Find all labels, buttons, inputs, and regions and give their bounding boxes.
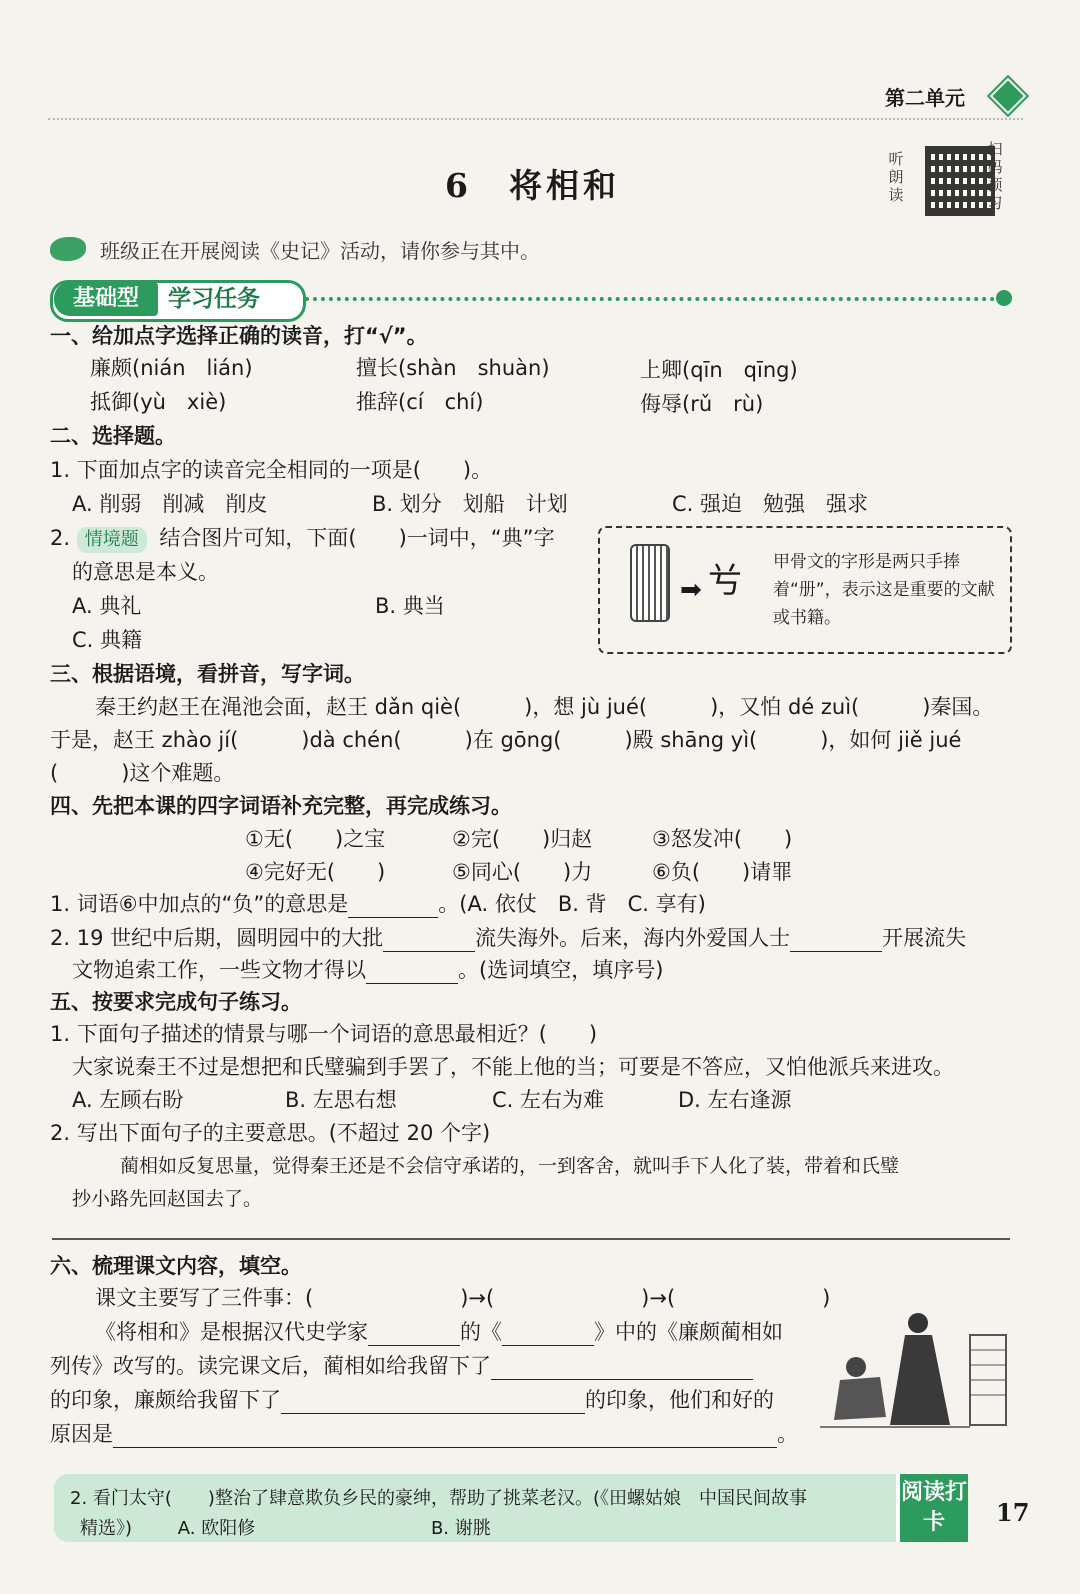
pinyin-item: 廉颇(nián lián) [90,356,253,380]
footer-question-cont [80,1514,491,1540]
answer-blank[interactable] [368,1321,460,1346]
footer-question: 2. 看门太守( )整治了肆意欺负乡民的豪绅，帮助了挑菜老汉。(《田螺姑娘 中国民间故事 [70,1488,807,1509]
fill-line [50,1420,798,1448]
q-text: 。 [777,1422,798,1446]
reading-checkin-badge[interactable]: 阅读打卡 [896,1474,968,1542]
q-text: 的印象，他们和好的 [585,1388,774,1412]
section-6-title: 六、梳理课文内容，填空。 [50,1254,302,1278]
sentence: 抄小路先回赵国去了。 [72,1188,263,1210]
option[interactable]: B. 左思右想 [285,1088,397,1112]
sentence: 大家说秦王不过是想把和氏璧骗到手罢了，不能上他的当；可要是不答应，又怕他派兵来进攻。 [72,1055,954,1079]
answer-blank[interactable] [348,893,438,918]
answer-blank[interactable] [281,1389,585,1414]
option[interactable]: A. 削弱 削减 削皮 [72,492,268,516]
diamond-icon [990,78,1027,115]
question-text-cont: 的意思是本义。 [72,560,219,584]
q-text: 的印象，廉颇给我留下了 [50,1388,281,1412]
idiom-item: ⑤同心( )力 [452,860,593,884]
q-text: 《将相和》是根据汉代史学家 [95,1320,368,1344]
option[interactable]: A. 欧阳修 [177,1518,256,1539]
fill-line [50,1352,753,1380]
q-text: 流失海外。后来，海内外爱国人士 [475,926,791,950]
q-text: 。(选词填空，填序号) [458,958,664,982]
bamboo-slips-icon [630,544,670,622]
q-text: 》中的《廉颇蔺相如 [594,1320,783,1344]
idiom-item: ④完好无( ) [245,860,386,884]
option[interactable]: B. 划分 划船 计划 [372,492,568,516]
option[interactable]: C. 典籍 [72,628,143,652]
answer-blank[interactable] [383,927,475,952]
banner-right: 学习任务 [168,286,260,312]
leaf-icon [50,237,86,261]
header-rule [48,118,1023,120]
sentence: 蔺相如反复思量，觉得秦王还是不会信守承诺的，一到客舍，就叫手下人化了装，带着和氏璧 [120,1155,900,1177]
question-4-2 [50,924,966,952]
banner-left: 基础型 [54,282,158,316]
lesson-title: 6 将相和 [445,166,620,205]
answer-blank[interactable] [502,1321,594,1346]
box-caption: 甲骨文的字形是两只手捧着“册”，表示这是重要的文献或书籍。 [773,552,995,628]
q-text: 原因是 [50,1422,113,1446]
oracle-character-icon: 𠔃 [708,561,742,601]
section-1-title: 一、给加点字选择正确的读音，打“√”。 [50,324,428,348]
option[interactable]: D. 左右逢源 [678,1088,792,1112]
section-4-title: 四、先把本课的四字词语补充完整，再完成练习。 [50,794,512,818]
qr-code-icon[interactable] [925,146,995,216]
answer-blank[interactable] [113,1423,777,1448]
question-5-2: 2. 写出下面句子的主要意思。(不超过 20 个字) [50,1121,491,1145]
section-3-title: 三、根据语境，看拼音，写字词。 [50,662,365,686]
option[interactable]: C. 左右为难 [492,1088,605,1112]
intro-text: 班级正在开展阅读《史记》活动，请你参与其中。 [100,239,540,263]
answer-line[interactable] [52,1238,1010,1240]
pinyin-item: 推辞(cí chí) [356,390,484,414]
q-text: 文物追索工作，一些文物才得以 [72,958,366,982]
scenario-tag: 情境题 [77,527,147,553]
q-text: 。(A. 依仗 B. 背 C. 享有) [438,892,706,916]
context-line: ( )这个难题。 [50,761,235,785]
pinyin-item: 侮辱(rǔ rù) [640,392,764,416]
idiom-item: ⑥负( )请罪 [652,860,793,884]
question-text: 结合图片可知，下面( )一词中，“典”字 [159,526,555,550]
fill-line [95,1318,783,1346]
section-5-title: 五、按要求完成句子练习。 [50,990,302,1014]
question-number: 2. [50,526,71,550]
answer-blank[interactable] [491,1355,753,1380]
option[interactable]: B. 典当 [375,594,445,618]
banner-end-dot [996,290,1012,306]
q-text: 列传》改写的。读完课文后，蔺相如给我留下了 [50,1354,491,1378]
option[interactable]: B. 谢朓 [430,1518,491,1539]
idiom-item: ①无( )之宝 [245,827,386,851]
unit-label: 第二单元 [885,86,965,110]
arrow-right-icon: ➡ [680,575,702,605]
fill-line: 课文主要写了三件事：( )→( )→( ) [95,1286,831,1310]
section-2-title: 二、选择题。 [50,424,176,448]
q-text: 开展流失 [882,926,967,950]
q-text: 精选》) [80,1518,133,1539]
general-and-minister-illustration [820,1305,1010,1430]
page-number: 17 [996,1498,1030,1527]
context-line: 秦王约赵王在渑池会面，赵王 dǎn qiè( )，想 jù jué( )，又怕 dé zuì( )秦国。 [95,695,994,719]
question-5-1: 1. 下面句子描述的情景与哪一个词语的意思最相近？( ) [50,1022,598,1046]
question-2-1: 1. 下面加点字的读音完全相同的一项是( )。 [50,458,493,482]
question-4-2-cont [72,956,663,984]
idiom-item: ③怒发冲( ) [652,827,793,851]
fill-line [50,1386,774,1414]
qr-left-label: 听朗读 [888,150,904,204]
qr-right-label: 扫码预习 [987,140,1003,212]
context-line: 于是，赵王 zhào jí( )dà chén( )在 gōng( )殿 shāng yì( )，如何 jiě jué [50,728,962,752]
q-text: 2. 19 世纪中后期，圆明园中的大批 [50,926,384,950]
question-4-1 [50,890,706,918]
option[interactable]: A. 典礼 [72,594,142,618]
question-2-2 [50,524,555,553]
banner-dots [305,297,995,301]
idiom-item: ②完( )归赵 [452,827,593,851]
answer-blank[interactable] [366,959,458,984]
option[interactable]: C. 强迫 勉强 强求 [672,492,869,516]
q-text: 的《 [460,1320,502,1344]
answer-blank[interactable] [790,927,882,952]
pinyin-item: 上卿(qīn qīng) [640,358,798,382]
option[interactable]: A. 左顾右盼 [72,1088,184,1112]
pinyin-item: 擅长(shàn shuàn) [356,356,550,380]
pinyin-item: 抵御(yù xiè) [90,390,227,414]
q-text: 1. 词语⑥中加点的“负”的意思是 [50,892,349,916]
